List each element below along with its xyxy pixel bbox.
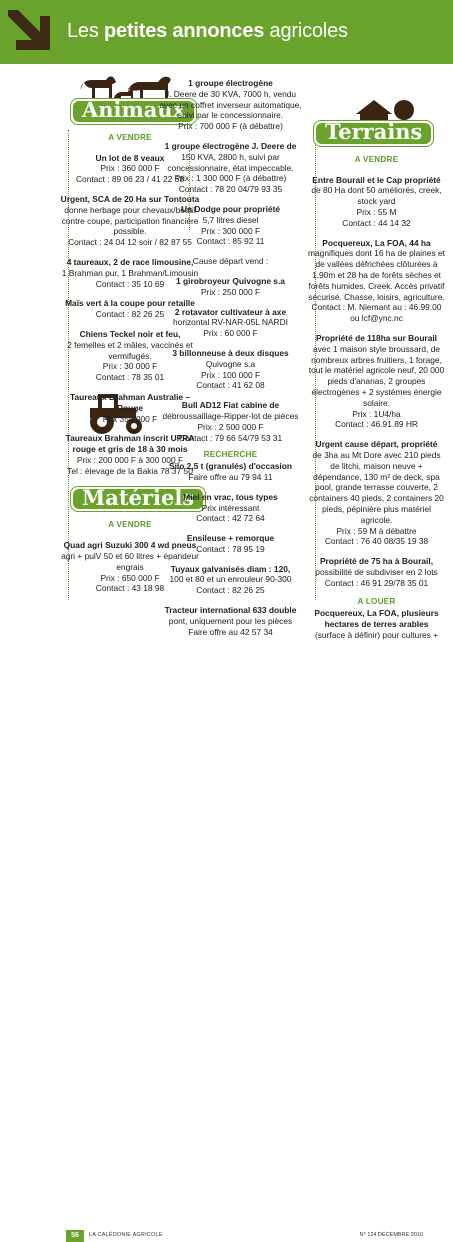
ad-line: Contact : M. Niemant au : 46.99.00 ou lcf@ync.nc	[311, 302, 442, 324]
ad-title: Tuyaux galvanisés diam : 120,	[170, 563, 291, 574]
ad-item	[156, 461, 305, 483]
ad-line: de 3ha au Mt Dore avec 210 pieds de litchi, maison neuve + dépendance, 130 m² de deck, spa pool, grande terrasse couverte, 2 containers 40 pieds, 2 containers 20 pieds, pépinière plus matériel agricole.	[309, 449, 444, 525]
ad-line: Contact : 89 06 23 / 41 22 58	[75, 174, 185, 185]
ad-line: de 80 Ha dont 50 améliorés, creek, stock yard	[311, 185, 442, 207]
ad-line: Prix : 55 M	[356, 206, 397, 217]
ad-title: Un lot de 8 veaux	[95, 152, 165, 163]
ad-line: donne herbage pour chevaux/bétail contre coupe, participation financière possible.	[61, 204, 199, 237]
ad-title: Ensileuse + remorque	[186, 533, 275, 544]
ad-title: Maïs vert à la coupe pour retaille	[65, 298, 195, 309]
ad-item	[307, 556, 446, 588]
ad-item	[156, 492, 305, 524]
ad-list	[156, 78, 305, 443]
ad-line: Contact : 35 10 69	[95, 278, 165, 289]
ad-item	[156, 400, 305, 443]
ad-line: Prix : 2 500 000 F	[197, 421, 264, 432]
ad-item	[307, 238, 446, 324]
issue-label: N° 124 DÉCEMBRE 2010	[359, 1232, 423, 1238]
ad-list	[307, 175, 446, 589]
ad-line: Prix : 700 000 F (à débattre)	[178, 121, 283, 132]
ad-line: Faire offre au 42 57 34	[188, 626, 273, 637]
ad-line: Prix : 1 300 000 F (à débattre)	[174, 173, 287, 184]
ad-title: 1 groupe électrogène	[188, 78, 273, 88]
section-label: A VENDRE	[108, 520, 152, 530]
ad-title: Urgent cause départ, propriété	[315, 439, 438, 450]
magazine-name: LA CALÉDONIE AGRICOLE	[89, 1232, 163, 1238]
section-tag-animaux: Animaux	[70, 98, 197, 125]
ad-line: 100 et 80 et un enrouleur 90-300	[169, 574, 292, 585]
section-tag-terrains: Terrains	[313, 120, 434, 147]
ad-line: Contact : 41 62 08	[196, 380, 265, 391]
ad-line: Prix intéressant	[201, 502, 260, 513]
ad-line: Prix 350 000 F	[102, 413, 158, 424]
ad-title: 1 girobroyeur Quivogne s.a	[176, 275, 285, 286]
ad-title: Taureaux Brahman Australie – Rouge	[69, 391, 191, 413]
ad-line: Prix : 360 000 F	[100, 163, 160, 174]
ad-line: 150 KVA, 2800 h, suivi par concessionnaire, état impeccable.	[167, 151, 294, 173]
ad-line: agri + pulV 50 et 60 litres + épandeur engrais	[61, 550, 199, 572]
ad-line: Contact : 78 95 19	[196, 543, 265, 554]
ad-item	[307, 439, 446, 547]
ad-line: Prix : 59 M à débattre	[336, 525, 417, 536]
ad-line: magnifiques dont 16 ha de plaines et de vallées défrichées clôturées à 1.90m et 28 ha de forêts sèches et forêts humides. Creek. Accès privatif sécurisé. Chasse, loisirs, agriculture.	[308, 248, 445, 302]
ad-list	[156, 461, 305, 637]
ad-title: Pocquereux, La FOA, plusieurs hectares de terres arables	[314, 608, 439, 630]
ad-line: horizontal RV-NAR-05L NARDI	[173, 317, 288, 328]
ad-item	[307, 175, 446, 229]
ad-item	[156, 307, 305, 339]
ad-line: Tel : élevage de la Bakia 78 37 50	[67, 465, 193, 476]
arrow-icon	[0, 0, 60, 58]
ad-line: Contact : 24 04 12 soir / 82 87 55	[68, 237, 192, 248]
section-tag-materiels: Matériels	[70, 486, 206, 513]
ad-item	[307, 333, 446, 430]
section-label: A VENDRE	[108, 132, 152, 142]
ad-item	[156, 276, 305, 298]
ad-line: Contact : 46 91 29/78 35 01	[324, 577, 429, 588]
ad-title: Taureaux Brahman inscrit UPRA rouge et gris de 18 à 30 mois	[65, 433, 195, 455]
ad-item	[156, 204, 305, 247]
ad-title: Pocquereux, La FOA, 44 ha	[322, 237, 431, 248]
page-header	[0, 0, 453, 64]
ad-line: Prix : 300 000 F	[200, 225, 261, 236]
ad-title: Entre Bourail et le Cap propriété	[312, 174, 441, 185]
ad-title: 4 taureaux, 2 de race limousine,	[66, 256, 194, 267]
ad-line: (surface à définir) pour cultures +	[314, 629, 439, 640]
ad-line: Contact : 82 26 25	[196, 585, 265, 596]
ad-title: Urgent, SCA de 20 Ha sur Tontouta	[60, 193, 200, 204]
page-footer	[0, 612, 453, 1239]
ad-item	[156, 256, 305, 267]
ad-line: Contact : 85 92 11	[196, 236, 265, 247]
ad-line: Prix : 650 000 F	[100, 572, 160, 583]
ad-item	[156, 78, 305, 132]
ad-line: Contact : 82 26 25	[95, 309, 165, 320]
ad-title: Miel en vrac, tous types	[183, 491, 278, 502]
ad-item	[156, 533, 305, 555]
ad-item	[156, 564, 305, 596]
ad-line: Prix : 250 000 F	[200, 286, 261, 297]
ad-title: Un Dodge pour propriété	[180, 203, 281, 214]
column-middle	[156, 78, 305, 646]
ad-line: J. Deere de 30 KVA, 7000 h, vendu avec un coffret inverseur automatique, suivi par le concessionnaire.	[159, 88, 302, 121]
column-right	[307, 120, 446, 650]
page-title: Les petites annonces agricoles	[67, 20, 348, 42]
ad-title: Tracteur international 633 double	[164, 605, 297, 616]
ad-line: 2 femelles et 2 mâles, vaccinés et vermifugés.	[67, 339, 193, 361]
ad-line: Prix : 100 000 F	[200, 369, 261, 380]
ad-line: Prix : 200 000 F à 300 000 F	[76, 454, 184, 465]
ad-title: Chiens Teckel noir et feu,	[79, 328, 181, 339]
section-label: RECHERCHE	[203, 450, 258, 460]
ad-line: Contact : 78 20 04/79 93 35	[178, 184, 283, 195]
ad-title: Propriété de 75 ha à Bourail,	[319, 556, 434, 567]
ad-title: 3 billonneuse à deux disques	[172, 347, 289, 358]
ad-title: 2 rotavator cultivateur à axe	[174, 306, 287, 317]
ad-line: Contact : 44 14 32	[342, 217, 411, 228]
ad-line: Prix : 60 000 F	[203, 328, 258, 339]
ad-line: 1 Brahman pur, 1 Brahman/Limousin	[61, 267, 199, 278]
ad-line: Contact : 43 18 98	[95, 583, 165, 594]
ad-line: Cause départ vend :	[192, 256, 269, 267]
ad-line: avec 1 maison style broussard, de nombreux arbres fruitiers, 1 forage, tout le matériel agricole neuf, 20 000 pieds d'ananas, 2 groupes électrogènes + 2 systèmes énergie solaire.	[308, 343, 445, 408]
ad-title: Quad agri Suzuki 300 4 wd pneus	[63, 540, 197, 551]
ad-line: Prix : 1U4/ha	[352, 408, 401, 419]
ad-title: Silo 2,5 t (granulés) d'occasion	[169, 461, 292, 472]
ad-line: Contact : 76 40 08/35 19 38	[324, 536, 429, 547]
ad-line: Contact : 79 66 54/79 53 31	[178, 432, 283, 443]
ad-item	[156, 141, 305, 195]
page-number: 56	[66, 1230, 84, 1242]
ad-line: Faire offre au 79 94 11	[188, 471, 273, 482]
ad-line: 5,7 litres diesel	[202, 214, 259, 225]
section-label: A LOUER	[357, 597, 396, 607]
ad-line: Prix : 30 000 F	[102, 361, 158, 372]
ad-item	[156, 348, 305, 391]
ad-title: Propriété de 118ha sur Bourail	[315, 332, 437, 343]
ad-line: possibilité de subdiviser en 2 lots	[315, 566, 438, 577]
ad-line: Contact : 46.91.89 HR	[335, 419, 418, 430]
section-label: A VENDRE	[354, 154, 399, 164]
ad-line: Contact : 78 35 01	[95, 372, 165, 383]
ad-line: Contact : 42 72 64	[196, 513, 265, 524]
ad-title: 1 groupe électrogène J. Deere de	[164, 140, 297, 151]
ad-title: Bull AD12 Fiat cabine de	[181, 400, 280, 411]
ad-line: pont, uniquement pour les pièces	[168, 615, 293, 626]
ad-line: Quivogne s.a	[205, 358, 256, 369]
ad-line: débroussaillage-Ripper-lot de pièces	[162, 410, 299, 421]
